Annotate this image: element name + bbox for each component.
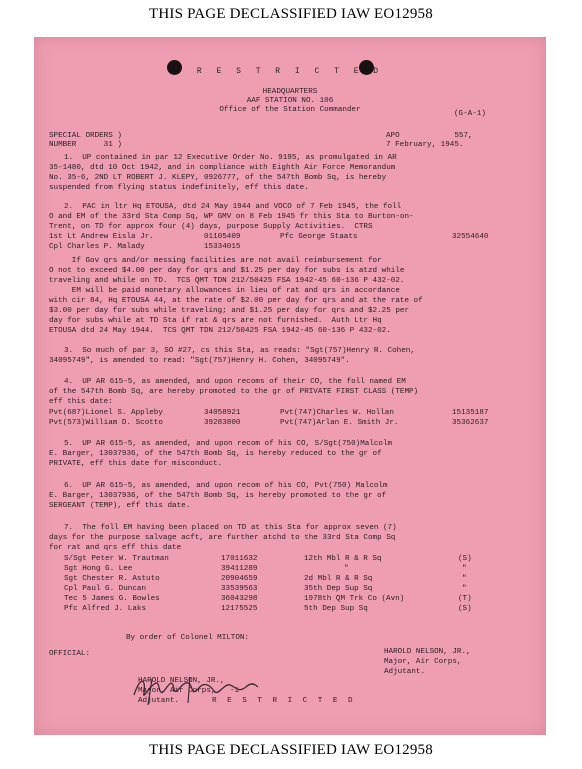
personnel-unit: 12th Mbl R & R Sq [304,555,382,563]
paragraph-line: No. 35-6, 2ND LT ROBERT J. KLEPY, 0926777, of the 547th Bomb Sq, is hereby [49,174,387,182]
order-date: 7 February, 1945. [386,141,464,149]
paragraph-line: 2. PAC in ltr Hq ETOUSA, dtd 24 May 1944 and VOCO of 7 Feb 1945, the foll [64,203,402,211]
personnel-name: Pvt(747)Charles W. Hollan [280,409,394,417]
paragraph-line: eff this date: [49,398,113,406]
personnel-name: Pvt(687)Lionel S. Appleby [49,409,163,417]
personnel-name: S/Sgt Peter W. Trautman [64,555,169,563]
apo-number: APO 557, [386,132,473,140]
paragraph-line: PRIVATE, eff this date for misconduct. [49,460,223,468]
personnel-unit: 5th Dep Sup Sq [304,605,368,613]
signer-name: HAROLD NELSON, JR., [384,648,471,656]
personnel-name: Tec 5 James G. Bowles [64,595,160,603]
personnel-mark: " [462,585,467,593]
paragraph-line: O not to exceed $4.00 per day for qrs and $1.25 per day for subs is atzd while [49,267,405,275]
paragraph-line: Trent, on TD for approx four (4) days, purpose Supply Activities. CTRS [49,223,373,231]
paragraph-line: suspended from flying status indefinitely, eff this date. [49,184,309,192]
order-number: NUMBER 31 ) [49,141,122,149]
personnel-mark: " [462,575,467,583]
paragraph-line: 4. UP AR 615-5, as amended, and upon recoms of their CO, the foll named EM [64,378,406,386]
by-order-line: By order of Colonel MILTON: [126,634,250,642]
official-label: OFFICIAL: [49,650,91,658]
signer-rank: Major, Air Corps, [138,687,216,695]
personnel-name: 1st Lt Andrew Eisla Jr. [49,233,154,241]
personnel-number: 15334015 [204,243,241,251]
paragraph-line: 3. So much of par 3, SO #27, cs this Sta, as reads: "Sgt(757)Henry R. Cohen, [64,347,415,355]
personnel-number: 35362637 [452,419,489,427]
personnel-number: 39283800 [204,419,241,427]
paragraph-line: 1. UP contained in par 12 Executive Order No. 9195, as promulgated in AR [64,154,397,162]
paragraph-line: $3.00 per day for subs while traveling; and $1.25 per day for qrs and $2.25 per [49,307,410,315]
signer-title: Adjutant. [384,668,426,676]
personnel-name: Sgt Chester R. Astuto [64,575,160,583]
paragraph-line: traveling and while on TD. TCS QMT TDN 212/50425 FSA 1942-45 60-136 P 432-02. [49,277,405,285]
signer-title: Adjutant. [138,697,180,705]
paragraph-line: O and EM of the 33rd Sta Comp Sq, WP GMV on 8 Feb 1945 fr this Sta to Burton-on- [49,213,414,221]
paragraph-line: SERGEANT (TEMP), eff this date. [49,502,191,510]
classification-footer: R E S T R I C T E D [212,697,356,705]
personnel-number: 33539563 [221,585,258,593]
headquarters-title: HEADQUARTERS [262,88,318,96]
paragraph-line: day for subs while at TD Sta if rat & qrs are not furnished. Auth Ltr Hq [49,317,382,325]
signer-rank: Major, Air Corps, [384,658,462,666]
personnel-number: 01105409 [204,233,241,241]
paragraph-line: 34095749", is amended to read: "Sgt(757)Henry H. Cohen, 34095749". [49,357,350,365]
form-code: (G-A-1) [454,110,486,118]
paragraph-line: for rat and qrs eff this date [49,544,182,552]
personnel-number: 15135187 [452,409,489,417]
paragraph-line: 5. UP AR 615-5, as amended, and upon recom of his CO, S/Sgt(750)Malcolm [64,440,393,448]
personnel-mark: (S) [458,605,472,613]
paragraph-line: 7. The foll EM having been placed on TD at this Sta for approx seven (7) [64,524,397,532]
personnel-name: Pvt(573)William D. Scotto [49,419,163,427]
personnel-name: Pfc George Staats [280,233,358,241]
paragraph-line: 6. UP AR 615-5, as amended, and upon recom of his CO, Pvt(750) Malcolm [64,482,388,490]
personnel-number: 34058921 [204,409,241,417]
personnel-unit: 2d Mbl R & R Sq [304,575,373,583]
office-title: Office of the Station Commander [219,106,361,114]
personnel-name: Sgt Hong G. Lee [64,565,133,573]
personnel-number: 32554640 [452,233,489,241]
personnel-mark: " [462,565,467,573]
personnel-name: Pfc Alfred J. Laks [64,605,147,613]
personnel-name: Cpl Charles P. Malady [49,243,145,251]
document-page [34,37,546,735]
personnel-number: 39411289 [221,565,258,573]
declassified-banner-top: THIS PAGE DECLASSIFIED IAW EO12958 [149,6,433,22]
personnel-mark: (S) [458,555,472,563]
personnel-mark: (T) [458,595,472,603]
paragraph-line: E. Barger, 13037936, of the 547th Bomb Sq, is hereby promoted to the gr of [49,492,387,500]
personnel-name: Pvt(747)Arlan E. Smith Jr. [280,419,399,427]
paragraph-line: days for the purpose salvage acft, are further atchd to the 33rd Sta Comp Sq [49,534,396,542]
paragraph-line: 35-1480, dtd 10 Oct 1942, and in compliance with Eighth Air Force Memorandum [49,164,396,172]
declassified-banner-bottom: THIS PAGE DECLASSIFIED IAW EO12958 [149,742,433,758]
personnel-number: 20904659 [221,575,258,583]
personnel-number: 36043298 [221,595,258,603]
page-number: -1- [230,687,244,695]
personnel-number: 17011632 [221,555,258,563]
station-title: AAF STATION NO. 106 [246,97,334,105]
personnel-number: 12175525 [221,605,258,613]
classification-header: R E S T R I C T E D [196,67,384,76]
paragraph-line: E. Barger, 13037936, of the 547th Bomb Sq, is hereby reduced to the gr of [49,450,382,458]
paragraph-line: If Gov qrs and/or messing facilities are not avail reimbursement for [49,257,382,265]
paragraph-line: of the 547th Bomb Sq, are hereby promoted to the gr of PRIVATE FIRST CLASS (TEMP) [49,388,419,396]
paragraph-line: with cir 84, Hq ETOUSA 44, at the rate of $2.00 per day for qrs and at the rate of [49,297,423,305]
personnel-unit: 35th Dep Sup Sq [304,585,373,593]
personnel-unit: " [344,565,349,573]
personnel-name: Cpl Paul G. Duncan [64,585,147,593]
personnel-unit: 1978th QM Trk Co (Avn) [304,595,405,603]
paragraph-line: EM will be paid monetary allowances in lieu of rat and qrs in accordance [49,287,400,295]
signer-name: HAROLD NELSON, JR., [138,677,225,685]
special-orders-label: SPECIAL ORDERS ) [49,132,122,140]
paragraph-line: ETOUSA dtd 24 May 1944. TCS QMT TDN 212/50425 FSA 1942-45 60-136 P 432-02. [49,327,391,335]
